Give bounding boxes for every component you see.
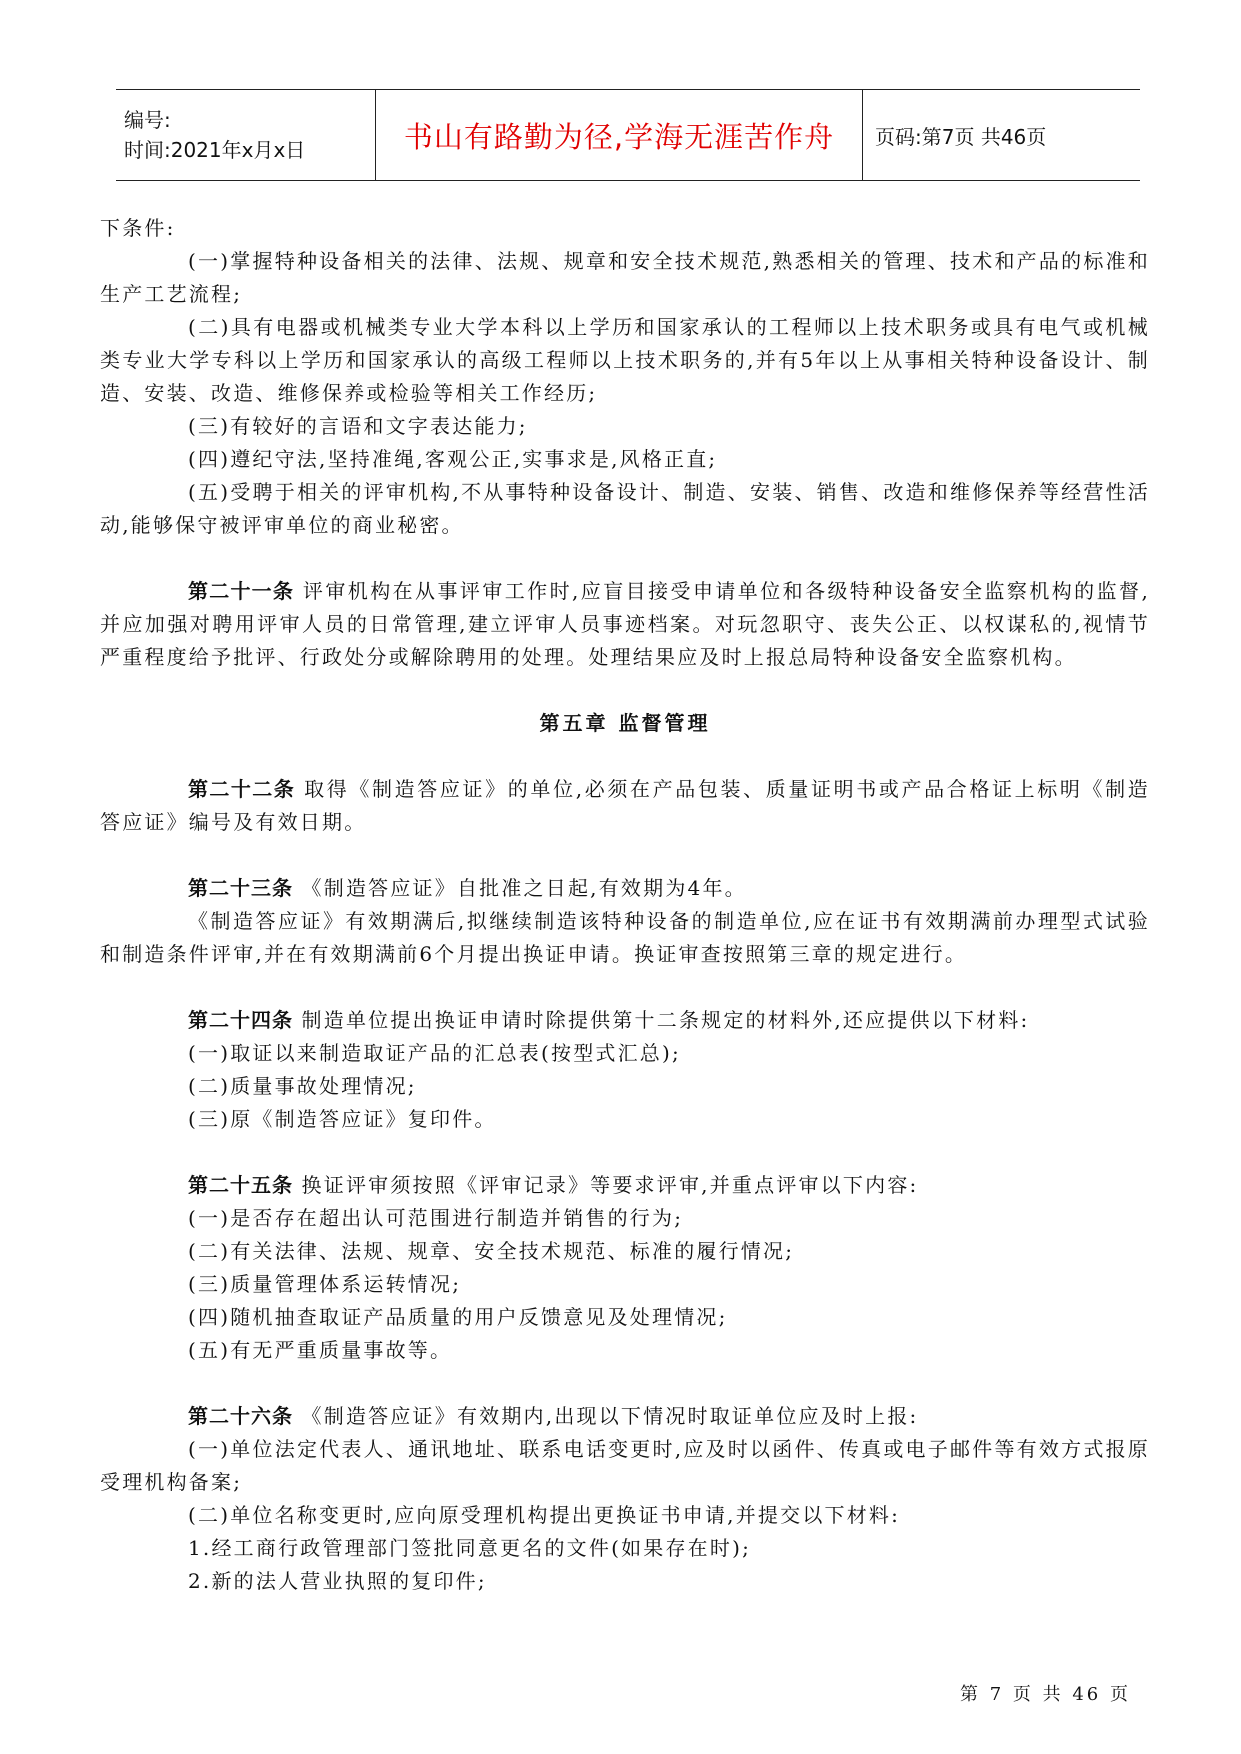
list-item: (一)单位法定代表人、通讯地址、联系电话变更时,应及时以函件、传真或电子邮件等有效方式报原受理机构备案; bbox=[100, 1437, 1150, 1494]
document-body bbox=[100, 212, 1150, 1598]
article-title: 第二十一条 bbox=[188, 579, 295, 603]
article-21 bbox=[100, 575, 1150, 674]
chapter-title: 第五章 监督管理 bbox=[539, 711, 711, 735]
paragraph: 《制造答应证》有效期满后,拟继续制造该特种设备的制造单位,应在证书有效期满前办理型式试验和制造条件评审,并在有效期满前6个月提出换证申请。换证审查按照第三章的规定进行。 bbox=[100, 909, 1150, 966]
paragraph: 下条件: bbox=[100, 216, 176, 240]
article-title: 第二十三条 bbox=[188, 876, 293, 900]
header-page-label: 页码:第7页 共46页 bbox=[875, 124, 1047, 149]
list-item: (二)单位名称变更时,应向原受理机构提出更换证书申请,并提交以下材料: bbox=[188, 1503, 901, 1527]
page-footer: 第 7 页 共 46 页 bbox=[960, 1684, 1131, 1705]
list-item: (四)随机抽查取证产品质量的用户反馈意见及处理情况; bbox=[188, 1305, 728, 1329]
list-item: (二)质量事故处理情况; bbox=[188, 1074, 417, 1098]
article-text: 制造单位提出换证申请时除提供第十二条规定的材料外,还应提供以下材料: bbox=[293, 1008, 1030, 1032]
list-item: (三)原《制造答应证》复印件。 bbox=[188, 1107, 497, 1131]
paragraph: (四)遵纪守法,坚持准绳,客观公正,实事求是,风格正直; bbox=[188, 447, 718, 471]
doc-time-label: 时间:2021年x月x日 bbox=[124, 138, 306, 162]
paragraph: (二)具有电器或机械类专业大学本科以上学历和国家承认的工程师以上技术职务或具有电气或机械类专业大学专科以上学历和国家承认的高级工程师以上技术职务的,并有5年以上从事相关特种设备设计、制造、安装、改造、维修保养或检验等相关工作经历; bbox=[100, 315, 1150, 405]
paragraph: (一)掌握特种设备相关的法律、法规、规章和安全技术规范,熟悉相关的管理、技术和产品的标准和生产工艺流程; bbox=[100, 249, 1150, 306]
list-item: (二)有关法律、法规、规章、安全技术规范、标准的履行情况; bbox=[188, 1239, 795, 1263]
paragraph: (三)有较好的言语和文字表达能力; bbox=[188, 414, 528, 438]
article-text: 换证评审须按照《评审记录》等要求评审,并重点评审以下内容: bbox=[293, 1173, 919, 1197]
article-22 bbox=[100, 773, 1150, 839]
article-title: 第二十二条 bbox=[188, 777, 296, 801]
header-motto: 书山有路勤为径,学海无涯苦作舟 bbox=[403, 119, 835, 154]
article-26 bbox=[100, 1400, 1150, 1433]
header-motto-cell bbox=[376, 90, 863, 180]
article-title: 第二十五条 bbox=[188, 1173, 293, 1197]
list-item: 2.新的法人营业执照的复印件; bbox=[188, 1569, 487, 1593]
article-text: 评审机构在从事评审工作时,应盲目接受申请单位和各级特种设备安全监察机构的监督,并应加强对聘用评审人员的日常管理,建立评审人员事迹档案。对玩忽职守、丧失公正、以权谋私的,视情节严重程度给予批评、行政处分或解除聘用的处理。处理结果应及时上报总局特种设备安全监察机构。 bbox=[100, 579, 1151, 669]
doc-number-label: 编号: bbox=[124, 108, 171, 132]
page-header bbox=[116, 89, 1140, 181]
list-item: (三)质量管理体系运转情况; bbox=[188, 1272, 462, 1296]
list-item: (五)有无严重质量事故等。 bbox=[188, 1338, 453, 1362]
list-item: (一)取证以来制造取证产品的汇总表(按型式汇总); bbox=[188, 1041, 681, 1065]
article-24 bbox=[100, 1004, 1150, 1037]
article-title: 第二十六条 bbox=[188, 1404, 293, 1428]
article-title: 第二十四条 bbox=[188, 1008, 293, 1032]
header-page-cell bbox=[863, 90, 1140, 180]
list-item: 1.经工商行政管理部门签批同意更名的文件(如果存在时); bbox=[188, 1536, 752, 1560]
paragraph: (五)受聘于相关的评审机构,不从事特种设备设计、制造、安装、销售、改造和维修保养等经营性活动,能够保守被评审单位的商业秘密。 bbox=[100, 480, 1150, 537]
header-left-cell bbox=[116, 90, 376, 180]
article-text: 取得《制造答应证》的单位,必须在产品包装、质量证明书或产品合格证上标明《制造答应证》编号及有效日期。 bbox=[100, 777, 1151, 834]
list-item: (一)是否存在超出认可范围进行制造并销售的行为; bbox=[188, 1206, 684, 1230]
article-text: 《制造答应证》有效期内,出现以下情况时取证单位应及时上报: bbox=[293, 1404, 919, 1428]
article-23 bbox=[100, 872, 1150, 905]
article-25 bbox=[100, 1169, 1150, 1202]
article-text: 《制造答应证》自批准之日起,有效期为4年。 bbox=[293, 876, 747, 900]
